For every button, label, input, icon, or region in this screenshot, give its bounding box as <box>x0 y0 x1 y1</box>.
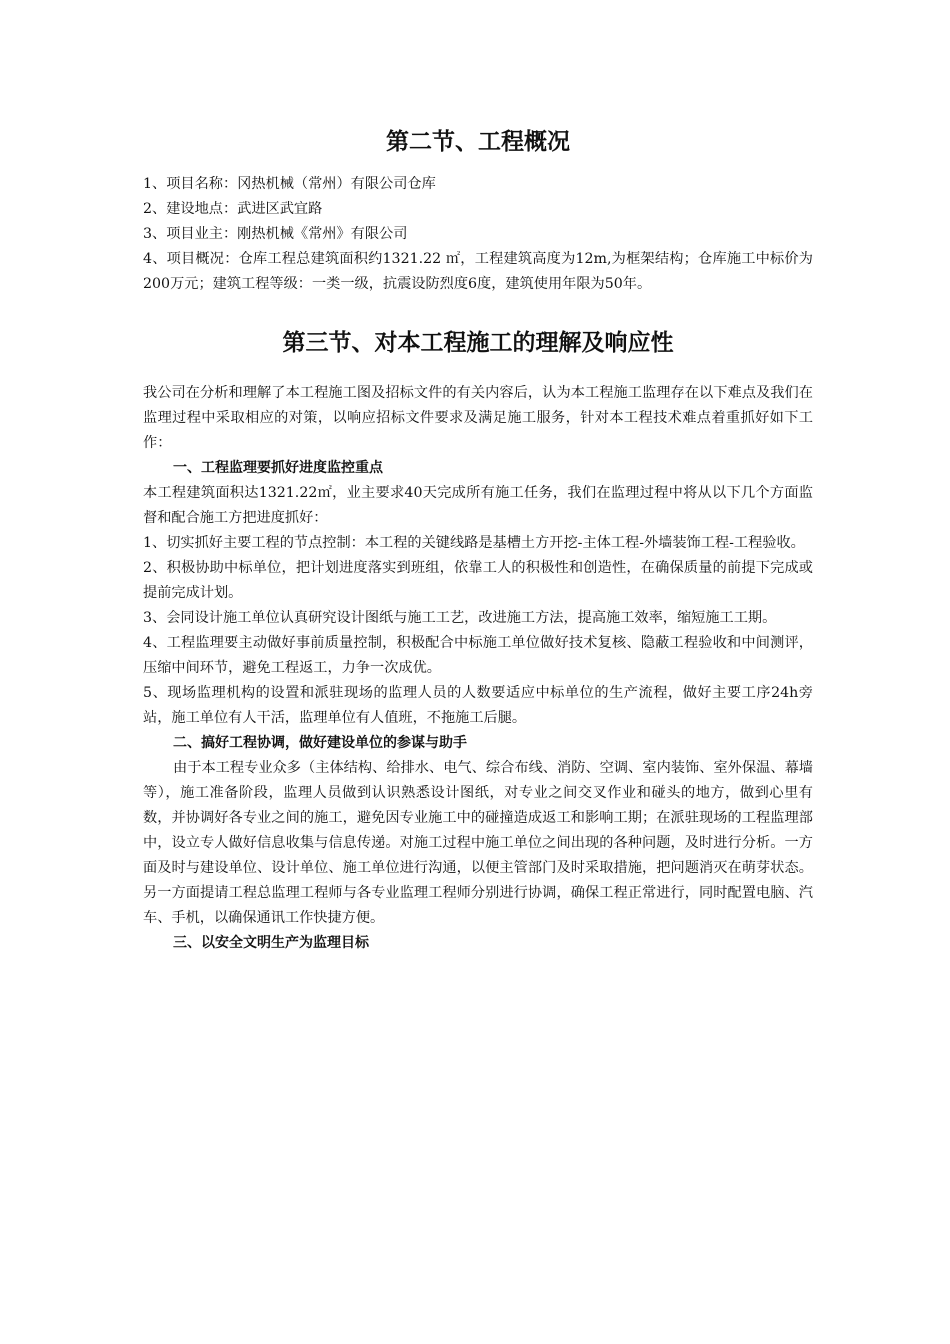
project-name-line: 1、项目名称：冈热机械（常州）有限公司仓库 <box>143 176 436 192</box>
schedule-item-2: 2、积极协助中标单位，把计划进度落实到班组，依靠工人的积极性和创造性，在确保质量的前提下完成或提前完成计划。 <box>143 560 813 601</box>
section-3-intro-paragraph: 我公司在分析和理解了本工程施工图及招标文件的有关内容后，认为本工程施工监理存在以下难点及我们在监理过程中采取相应的对策，以响应招标文件要求及满足施工服务，针对本工程技术难点着重抓好如下工作： <box>143 385 813 451</box>
subsection-3-heading: 三、以安全文明生产为监理目标 <box>173 935 369 951</box>
schedule-item-1: 1、切实抓好主要工程的节点控制：本工程的关键线路是基槽土方开挖-主体工程-外墙装饰工程-工程验收。 <box>143 535 805 551</box>
subsection-2-body-paragraph: 由于本工程专业众多（主体结构、给排水、电气、综合布线、消防、空调、室内装饰、室外保温、幕墙等），施工准备阶段，监理人员做到认识熟悉设计图纸，对专业之间交叉作业和碰头的地方，做到心里有数，并协调好各专业之间的施工，避免因专业施工中的碰撞造成返工和影响工期；在派驻现场的工程监理部中，设立专人做好信息收集与信息传递。对施工过程中施工单位之间出现的各种问题，及时进行分析。一方面及时与建设单位、设计单位、施工单位进行沟通，以便主管部门及时采取措施，把问题消灭在萌芽状态。另一方面提请工程总监理工程师与各专业监理工程师分别进行协调，确保工程正常进行，同时配置电脑、汽车、手机，以确保通讯工作快捷方便。 <box>143 760 813 926</box>
project-location-line: 2、建设地点：武进区武宜路 <box>143 201 323 217</box>
schedule-item-5: 5、现场监理机构的设置和派驻现场的监理人员的人数要适应中标单位的生产流程，做好主要工序24h旁站，施工单位有人干活，监理单位有人值班，不拖施工后腿。 <box>143 685 813 726</box>
section-3-title: 第三节、对本工程施工的理解及响应性 <box>282 330 674 356</box>
schedule-item-3: 3、会同设计施工单位认真研究设计图纸与施工工艺，改进施工方法，提高施工效率，缩短施工工期。 <box>143 610 777 626</box>
document-content <box>143 118 813 956</box>
subsection-1-heading: 一、工程监理要抓好进度监控重点 <box>173 460 383 476</box>
subsection-1-intro-paragraph: 本工程建筑面积达1321.22㎡，业主要求40天完成所有施工任务，我们在监理过程中将从以下几个方面监督和配合施工方把进度抓好： <box>143 485 813 526</box>
section-2-title: 第二节、工程概况 <box>386 129 570 155</box>
project-overview-paragraph: 4、项目概况：仓库工程总建筑面积约1321.22 ㎡，工程建筑高度为12m,为框架结构；仓库施工中标价为200万元；建筑工程等级：一类一级，抗震设防烈度6度，建筑使用年限为50年。 <box>143 251 813 292</box>
project-owner-line: 3、项目业主：刚热机械《常州》有限公司 <box>143 226 408 242</box>
subsection-2-heading: 二、搞好工程协调，做好建设单位的参谋与助手 <box>173 735 467 751</box>
schedule-item-4: 4、工程监理要主动做好事前质量控制，积极配合中标施工单位做好技术复核、隐蔽工程验收和中间测评，压缩中间环节，避免工程返工，力争一次成优。 <box>143 635 813 676</box>
